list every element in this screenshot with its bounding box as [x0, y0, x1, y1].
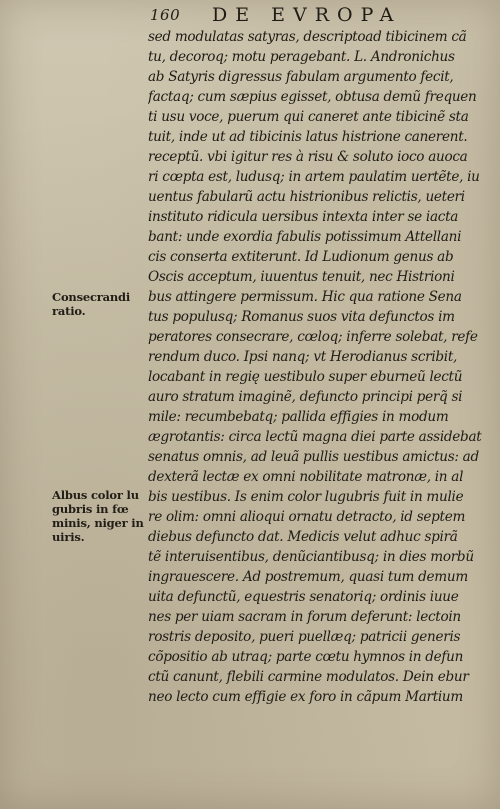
text-line: ægrotantis: circa lectũ magna diei parte assidebat — [148, 429, 482, 445]
text-line: nes per uiam sacram in forum deferunt: lectoin — [148, 609, 461, 625]
text-line: diebus defuncto dat. Medicis velut adhuc spirã — [148, 529, 458, 545]
text-line: ctũ canunt, flebili carmine modulatos. Dein ebur — [148, 669, 469, 685]
text-line: tẽ interuisentibus, denũciantibusq; in dies morbũ — [148, 549, 474, 565]
main-text-block — [148, 27, 484, 707]
text-line: dexterã lectæ ex omni nobilitate matronæ, in al — [148, 469, 464, 485]
text-line: bus attingere permissum. Hic qua ratione Sena — [148, 289, 462, 305]
text-line: cis conserta extiterunt. Id Ludionum genus ab — [148, 249, 454, 265]
text-line: tus populusq; Romanus suos vita defunctos im — [148, 309, 455, 325]
text-line: peratores consecrare, cœloq; inferre solebat, refe — [148, 329, 478, 345]
text-line: auro stratum imaginẽ, defuncto principi perq̃ si — [148, 389, 463, 405]
text-line: ri cœpta est, ludusq; in artem paulatim uertẽte, iu — [148, 169, 480, 185]
running-head: DE EVROPA — [212, 4, 402, 26]
text-line: uita defunctũ, equestris senatoriq; ordinis iuue — [148, 589, 459, 605]
margin-note-line: uiris. — [52, 530, 85, 544]
text-line: cõpositio ab utraq; parte cœtu hymnos in defun — [148, 649, 464, 665]
text-line: rostris deposito, pueri puellæq; patricii generis — [148, 629, 461, 645]
text-line: Oscis acceptum, iuuentus tenuit, nec Histrioni — [148, 269, 455, 285]
text-line: bant: unde exordia fabulis potissimum Attellani — [148, 229, 462, 245]
text-line: receptũ. vbi igitur res à risu & soluto ioco auoca — [148, 149, 468, 165]
page-number: 160 — [150, 6, 181, 24]
text-line: ti usu voce, puerum qui caneret ante tibicinẽ sta — [148, 109, 469, 125]
text-line: bis uestibus. Is enim color lugubris fuit in mulie — [148, 489, 464, 505]
text-line: locabant in regię uestibulo super eburneũ lectũ — [148, 369, 463, 385]
page-header — [150, 6, 480, 26]
text-line: senatus omnis, ad leuã pullis uestibus amictus: ad — [148, 449, 479, 465]
text-line: re olim: omni alioqui ornatu detracto, id septem — [148, 509, 466, 525]
margin-note-line: Albus color lu — [52, 488, 139, 502]
text-line: tu, decoroq; motu peragebant. L. Andronichus — [148, 49, 455, 65]
margin-note-consecration — [52, 290, 130, 318]
text-line: factaq; cum sæpius egisset, obtusa demũ frequen — [148, 89, 477, 105]
text-line: rendum duco. Ipsi nanq; vt Herodianus scribit, — [148, 349, 458, 365]
text-line: mile: recumbebatq; pallida effigies in modum — [148, 409, 449, 425]
margin-note-line: minis, niger in — [52, 516, 144, 530]
text-line: sed modulatas satyras, descriptoad tibicinem cã — [148, 29, 467, 45]
margin-note-line: ratio. — [52, 304, 86, 318]
text-line: instituto ridicula uersibus intexta inter se iacta — [148, 209, 459, 225]
margin-note-line: gubris in fœ — [52, 502, 129, 516]
text-line: ab Satyris digressus fabulam argumento fecit, — [148, 69, 454, 85]
text-line: neo lecto cum effigie ex foro in cãpum Martium — [148, 689, 463, 705]
text-line: uentus fabularũ actu histrionibus relictis, ueteri — [148, 189, 465, 205]
text-line: ingrauescere. Ad postremum, quasi tum demum — [148, 569, 468, 585]
margin-note-mourning-colors — [52, 488, 144, 544]
margin-note-line: Consecrandi — [52, 290, 131, 304]
text-line: tuit, inde ut ad tibicinis latus histrione canerent. — [148, 129, 468, 145]
